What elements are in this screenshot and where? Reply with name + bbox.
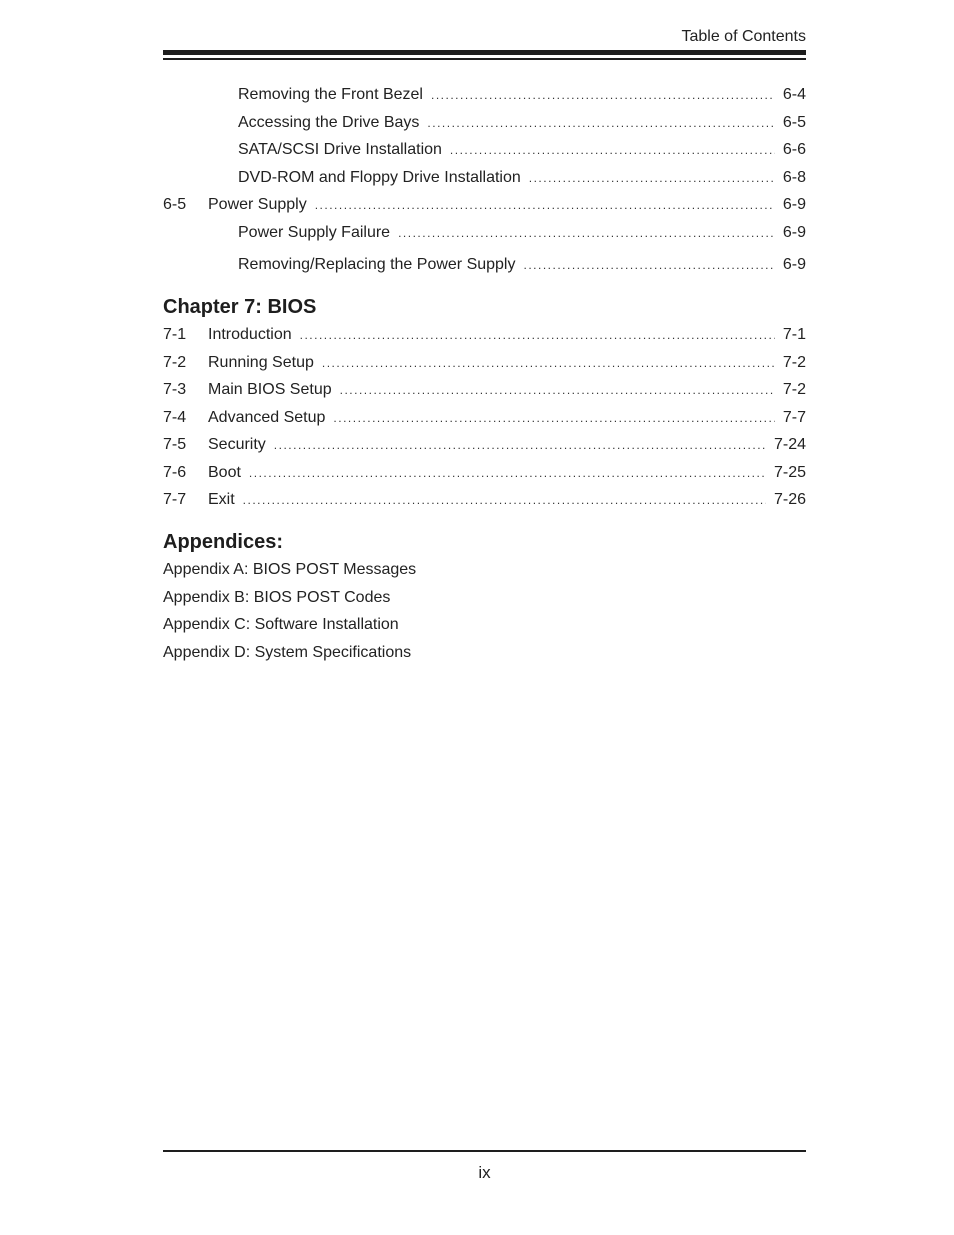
toc-entry-page: 6-5	[782, 114, 806, 131]
toc-entry[interactable]	[163, 167, 806, 189]
footer-rule	[163, 1150, 806, 1152]
toc-entry-title: Advanced Setup	[208, 409, 326, 426]
toc-entry[interactable]	[163, 407, 806, 429]
toc-entry[interactable]	[163, 324, 806, 346]
toc-entry-number: 6-5	[163, 196, 187, 213]
appendix-entry[interactable]: Appendix C: Software Installation	[163, 616, 399, 633]
toc-entry-title: Removing the Front Bezel	[238, 86, 423, 103]
header-rule-thin	[163, 58, 806, 60]
dot-leader	[529, 167, 775, 189]
toc-entry-page: 7-26	[773, 491, 806, 508]
toc-entry-page: 6-9	[782, 224, 806, 241]
appendices-heading: Appendices:	[163, 531, 284, 553]
toc-entry[interactable]	[163, 254, 806, 276]
dot-leader	[450, 139, 775, 161]
toc-entry-page: 6-4	[782, 86, 806, 103]
toc-entry-page: 7-25	[773, 464, 806, 481]
toc-entry[interactable]	[163, 194, 806, 216]
toc-entry-number: 7-1	[163, 326, 187, 343]
dot-leader	[333, 407, 774, 429]
toc-entry[interactable]	[163, 84, 806, 106]
toc-entry-title: Accessing the Drive Bays	[238, 114, 420, 131]
toc-entry[interactable]	[163, 352, 806, 374]
toc-entry-page: 6-6	[782, 141, 806, 158]
header-title: Table of Contents	[681, 28, 806, 45]
toc-entry-number: 7-4	[163, 409, 187, 426]
toc-entry-title: Introduction	[208, 326, 292, 343]
toc-entry-title: Removing/Replacing the Power Supply	[238, 256, 516, 273]
dot-leader	[249, 462, 766, 484]
toc-entry-page: 6-9	[782, 196, 806, 213]
header-rule-thick	[163, 50, 806, 55]
toc-entry-page: 7-24	[773, 436, 806, 453]
toc-entry[interactable]	[163, 112, 806, 134]
toc-entry-title: Power Supply Failure	[238, 224, 391, 241]
toc-entry[interactable]	[163, 462, 806, 484]
dot-leader	[300, 324, 775, 346]
appendix-entry[interactable]: Appendix B: BIOS POST Codes	[163, 589, 391, 606]
dot-leader	[340, 379, 775, 401]
toc-entry-title: Main BIOS Setup	[208, 381, 332, 398]
dot-leader	[398, 222, 775, 244]
dot-leader	[427, 112, 774, 134]
toc-entry-number: 7-6	[163, 464, 187, 481]
toc-entry-page: 7-7	[782, 409, 806, 426]
toc-entry-page: 6-8	[782, 169, 806, 186]
toc-entry-title: Power Supply	[208, 196, 307, 213]
toc-entry-title: Security	[208, 436, 266, 453]
toc-entry[interactable]	[163, 489, 806, 511]
toc-entry-page: 6-9	[782, 256, 806, 273]
toc-entry-title: DVD-ROM and Floppy Drive Installation	[238, 169, 521, 186]
toc-entry-page: 7-2	[782, 381, 806, 398]
toc-entry-title: Exit	[208, 491, 235, 508]
page-number: ix	[478, 1163, 491, 1182]
dot-leader	[274, 434, 766, 456]
appendix-entry[interactable]: Appendix D: System Specifications	[163, 644, 412, 661]
toc-entry[interactable]	[163, 139, 806, 161]
toc-entry[interactable]	[163, 379, 806, 401]
toc-entry-title: Boot	[208, 464, 241, 481]
toc-entry-title: Running Setup	[208, 354, 314, 371]
toc-entry-number: 7-2	[163, 354, 187, 371]
dot-leader	[431, 84, 775, 106]
dot-leader	[315, 194, 775, 216]
chapter-heading: Chapter 7: BIOS	[163, 296, 317, 318]
toc-entry-page: 7-1	[782, 326, 806, 343]
dot-leader	[523, 254, 774, 276]
dot-leader	[322, 352, 775, 374]
toc-entry-title: SATA/SCSI Drive Installation	[238, 141, 442, 158]
toc-entry-page: 7-2	[782, 354, 806, 371]
toc-entry[interactable]	[163, 434, 806, 456]
toc-entry-number: 7-7	[163, 491, 187, 508]
toc-entry[interactable]	[163, 222, 806, 244]
dot-leader	[243, 489, 766, 511]
appendix-entry[interactable]: Appendix A: BIOS POST Messages	[163, 561, 417, 578]
toc-entry-number: 7-5	[163, 436, 187, 453]
toc-entry-number: 7-3	[163, 381, 187, 398]
